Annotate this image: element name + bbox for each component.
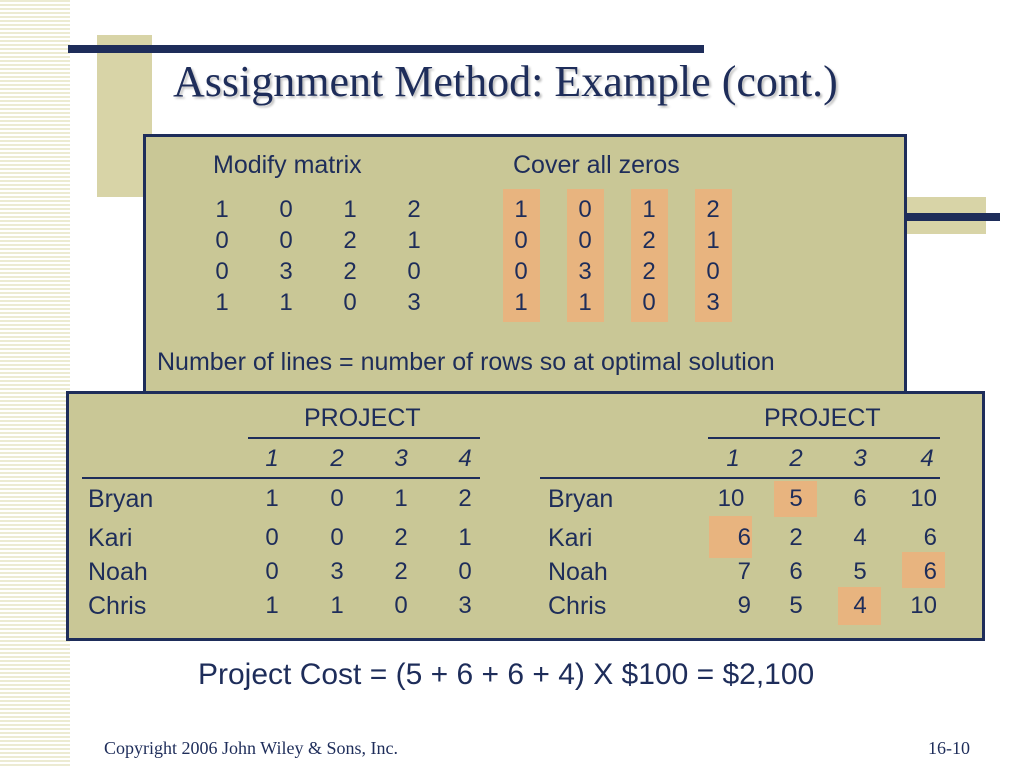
left-table-cell: 0 (330, 485, 344, 512)
matrix-cell: 2 (642, 258, 656, 285)
left-project-header: PROJECT (304, 404, 421, 432)
matrix-cell: 1 (514, 289, 528, 316)
left-table-cell: 2 (394, 524, 408, 551)
matrix-cell: 0 (514, 258, 528, 285)
left-table-cell: 1 (265, 485, 279, 512)
right-table-cell: 10 (717, 485, 745, 512)
left-table-cell: 3 (330, 558, 344, 585)
right-column-label: 4 (920, 445, 934, 472)
optimality-note: Number of lines = number of rows so at optimal solution (157, 348, 775, 376)
left-table-cell: 3 (458, 592, 472, 619)
cover-zeros-heading: Cover all zeros (513, 151, 680, 179)
left-table-cell: 2 (458, 485, 472, 512)
right-column-label: 3 (853, 445, 867, 472)
left-column-label: 2 (330, 445, 344, 472)
right-table-cell: 5 (789, 485, 803, 512)
left-table-cell: 0 (458, 558, 472, 585)
left-column-label: 4 (458, 445, 472, 472)
modify-matrix-heading: Modify matrix (213, 151, 362, 179)
right-column-rule (540, 477, 940, 479)
left-table-cell: 1 (458, 524, 472, 551)
left-table-cell: 1 (394, 485, 408, 512)
matrix-cell: 1 (343, 196, 357, 223)
matrix-cell: 1 (706, 227, 720, 254)
left-table-cell: 1 (265, 592, 279, 619)
matrix-cell: 3 (706, 289, 720, 316)
right-column-label: 1 (726, 445, 740, 472)
right-header-rule (708, 437, 940, 439)
right-table-cell: 9 (737, 592, 751, 619)
matrix-cell: 1 (279, 289, 293, 316)
matrix-cell: 0 (706, 258, 720, 285)
page-number: 16-10 (928, 738, 970, 758)
right-table-cell: 7 (737, 558, 751, 585)
left-stripe-decoration (0, 0, 70, 767)
project-cost-line: Project Cost = (5 + 6 + 6 + 4) X $100 = $2,100 (198, 658, 815, 691)
right-row-name: Bryan (548, 485, 614, 513)
left-row-name: Chris (88, 592, 147, 620)
matrix-cell: 2 (706, 196, 720, 223)
right-table-cell: 6 (737, 524, 751, 551)
right-table-cell: 6 (923, 524, 937, 551)
matrix-cell: 0 (578, 227, 592, 254)
matrix-cell: 0 (279, 227, 293, 254)
left-column-label: 3 (394, 445, 408, 472)
matrix-cell: 0 (215, 227, 229, 254)
title-accent-bar (68, 45, 704, 53)
right-row-name: Chris (548, 592, 607, 620)
matrix-cell: 0 (578, 196, 592, 223)
matrix-cell: 1 (215, 196, 229, 223)
right-table-cell: 10 (910, 485, 937, 512)
matrix-cell: 1 (578, 289, 592, 316)
right-row-name: Noah (548, 558, 608, 586)
left-table-cell: 2 (394, 558, 408, 585)
matrix-cell: 2 (642, 227, 656, 254)
matrix-cell: 0 (514, 227, 528, 254)
matrix-cell: 0 (279, 196, 293, 223)
matrix-cell: 3 (279, 258, 293, 285)
matrix-cell: 3 (578, 258, 592, 285)
copyright-footer: Copyright 2006 John Wiley & Sons, Inc. (104, 738, 398, 758)
left-row-name: Kari (88, 524, 133, 552)
slide-title: Assignment Method: Example (cont.) (173, 57, 838, 106)
right-table-cell: 5 (853, 558, 867, 585)
right-table-cell: 4 (853, 524, 867, 551)
right-project-header: PROJECT (764, 404, 881, 432)
right-table-cell: 6 (853, 485, 867, 512)
right-table-cell: 10 (910, 592, 937, 619)
left-column-rule (82, 477, 480, 479)
matrix-cell: 0 (215, 258, 229, 285)
matrix-cell: 1 (215, 289, 229, 316)
left-row-name: Noah (88, 558, 148, 586)
right-table-cell: 6 (923, 558, 937, 585)
matrix-cell: 1 (514, 196, 528, 223)
right-table-cell: 6 (789, 558, 803, 585)
matrix-cell: 0 (407, 258, 421, 285)
right-table-cell: 2 (789, 524, 803, 551)
matrix-cell: 3 (407, 289, 421, 316)
right-column-label: 2 (789, 445, 803, 472)
left-table-cell: 1 (330, 592, 344, 619)
left-row-name: Bryan (88, 485, 154, 513)
matrix-cell: 0 (343, 289, 357, 316)
left-table-cell: 0 (330, 524, 344, 551)
matrix-cell: 2 (343, 258, 357, 285)
matrix-cell: 2 (407, 196, 421, 223)
matrix-cell: 1 (642, 196, 656, 223)
right-accent-bar (904, 213, 1000, 221)
right-table-cell: 4 (853, 592, 867, 619)
left-table-cell: 0 (394, 592, 408, 619)
matrix-cell: 0 (642, 289, 656, 316)
left-column-label: 1 (265, 445, 279, 472)
left-table-cell: 0 (265, 558, 279, 585)
right-table-cell: 5 (789, 592, 803, 619)
left-header-rule (248, 437, 480, 439)
matrix-cell: 1 (407, 227, 421, 254)
matrix-cell: 2 (343, 227, 357, 254)
right-row-name: Kari (548, 524, 593, 552)
left-table-cell: 0 (265, 524, 279, 551)
